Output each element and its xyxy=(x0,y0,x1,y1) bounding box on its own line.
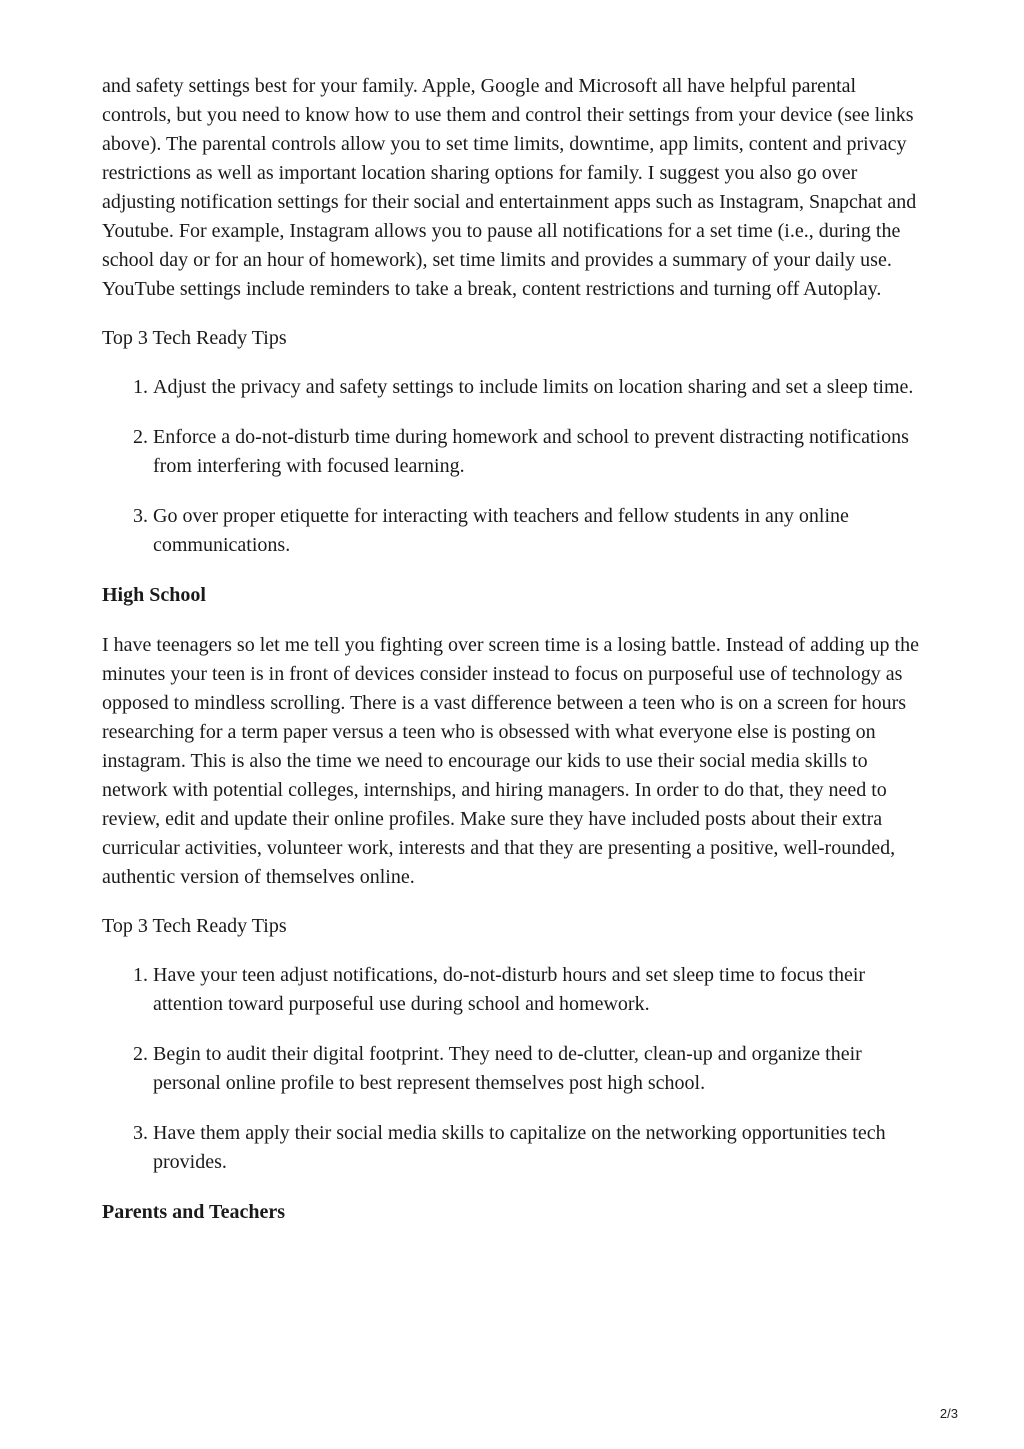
tip-item: 3. Go over proper etiquette for interacting with teachers and fellow students in any online communications. xyxy=(153,502,924,560)
tips-list xyxy=(102,961,924,1177)
document-page xyxy=(102,72,924,1248)
tip-item: 3. Have them apply their social media skills to capitalize on the networking opportunities tech provides. xyxy=(153,1119,924,1177)
high-school-paragraph: I have teenagers so let me tell you fighting over screen time is a losing battle. Instead of adding up the minutes your teen is in front of devices consider instead to focus on purposeful use of technology as opposed to mindless scrolling. There is a vast difference between a teen who is on a screen for hours researching for a term paper versus a teen who is obsessed with what everyone else is posting on instagram. This is also the time we need to encourage our kids to use their social media skills to network with potential colleges, internships, and hiring managers. In order to do that, they need to review, edit and update their online profiles. Make sure they have included posts about their extra curricular activities, volunteer work, interests and that they are presenting a positive, well-rounded, authentic version of themselves online. xyxy=(102,634,919,888)
tips-heading: Top 3 Tech Ready Tips xyxy=(102,915,287,937)
tip-item: 2. Begin to audit their digital footprint. They need to de-clutter, clean-up and organize their personal online profile to best represent themselves post high school. xyxy=(153,1040,924,1098)
tip-item: 2. Enforce a do-not-disturb time during homework and school to prevent distracting notifications from interfering with focused learning. xyxy=(153,423,924,481)
tips-list xyxy=(102,373,924,560)
section-heading-high-school: High School xyxy=(102,584,206,606)
intro-paragraph: and safety settings best for your family. Apple, Google and Microsoft all have helpful parental controls, but you need to know how to use them and control their settings from your device (see links above). The parental controls allow you to set time limits, downtime, app limits, content and privacy restrictions as well as important location sharing options for family. I suggest you also go over adjusting notification settings for their social and entertainment apps such as Instagram, Snapchat and Youtube. For example, Instagram allows you to pause all notifications for a set time (i.e., during the school day or for an hour of homework), set time limits and provides a summary of your daily use. YouTube settings include reminders to take a break, content restrictions and turning off Autoplay. xyxy=(102,75,917,300)
tip-item: 1. Adjust the privacy and safety settings to include limits on location sharing and set a sleep time. xyxy=(153,373,924,402)
tip-item: 1. Have your teen adjust notifications, do-not-disturb hours and set sleep time to focus their attention toward purposeful use during school and homework. xyxy=(153,961,924,1019)
page-number: 2/3 xyxy=(939,1406,958,1421)
tips-heading: Top 3 Tech Ready Tips xyxy=(102,327,287,349)
section-heading-parents-teachers: Parents and Teachers xyxy=(102,1201,285,1223)
